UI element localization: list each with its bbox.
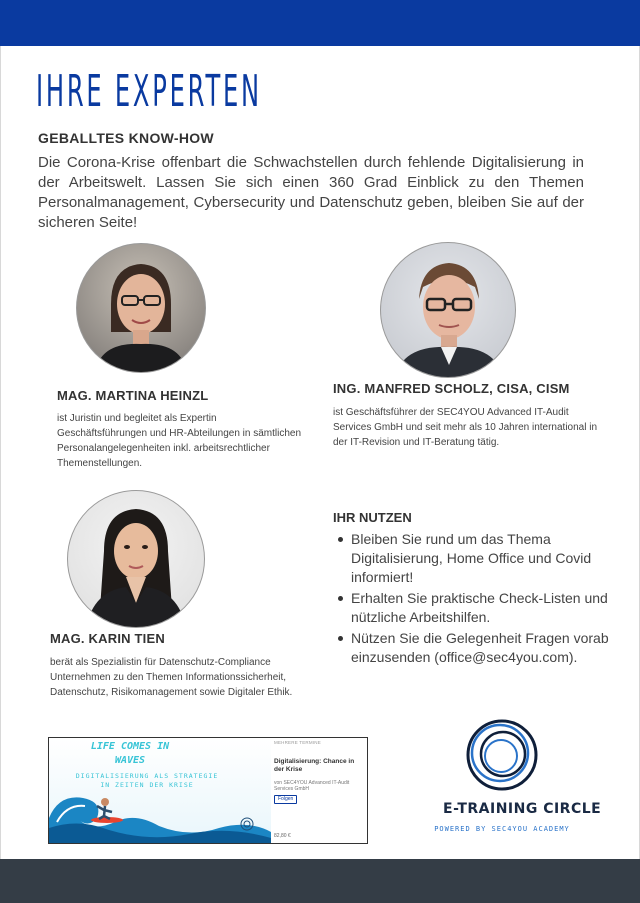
expert-name-heinzl: MAG. MARTINA HEINZL	[57, 388, 209, 403]
intro-paragraph: Die Corona-Krise offenbart die Schwachstellen durch fehlende Digitalisierung in der Arbeitswelt. Lassen Sie sich einen 360 Grad Einblick zu den Themen Personalmanagement, Cybersecurity und Datenschutz geben, bleiben Sie auf der sicheren Seite!	[38, 154, 584, 231]
page-title: IHRE EXPERTEN	[36, 66, 262, 117]
expert-name-scholz: ING. MANFRED SCHOLZ, CISA, CISM	[333, 381, 570, 396]
top-color-bar	[0, 0, 640, 46]
expert-bio-scholz: ist Geschäftsführer der SEC4YOU Advanced IT-Audit Services GmbH und seit mehr als 10 Jahren international in der IT-Revision und IT-Beratung tätig.	[333, 407, 598, 448]
banner-heading-line: LIFE COMES IN	[90, 741, 170, 752]
expert-bio-heinzl: ist Juristin und begleitet als Expertin Geschäftsführungen und HR-Abteilungen in sämtlichen Personalangelegenheiten inkl. arbeitsrechtlicher Themenstellungen.	[57, 413, 302, 469]
event-organizer: von SEC4YOU Advanced IT-Audit Services GmbH	[274, 780, 350, 792]
event-price: 82,80 €	[274, 833, 291, 839]
banner-heading-line: WAVES	[114, 755, 146, 766]
benefits-title: IHR NUTZEN	[333, 510, 412, 525]
benefit-item: Nützen Sie die Gelegenheit Fragen vorab einzusenden (office@sec4you.com).	[351, 629, 631, 667]
banner-event-details	[271, 738, 367, 843]
wave-surfer-illustration	[49, 788, 271, 843]
event-banner[interactable]	[48, 737, 368, 844]
benefits-list	[333, 530, 631, 669]
footer-bar	[0, 859, 640, 903]
logo-tagline: POWERED BY SEC4YOU ACADEMY	[434, 825, 570, 833]
expert-bio-tien: berät als Spezialistin für Datenschutz-Compliance Unternehmen zu den Themen Informationssicherheit, Datenschutz, Risikomanagement sowie Digitaler Ethik.	[50, 657, 293, 698]
page-subtitle: GEBALLTES KNOW-HOW	[38, 130, 214, 146]
expert-name-tien: MAG. KARIN TIEN	[50, 631, 165, 646]
portrait-manfred-scholz	[380, 242, 516, 378]
benefit-item: Erhalten Sie praktische Check-Listen und nützliche Arbeitshilfen.	[351, 589, 631, 627]
logo-name: E-TRAINING CIRCLE	[443, 801, 602, 817]
portrait-karin-tien	[67, 490, 205, 628]
portrait-illustration	[68, 491, 204, 627]
portrait-illustration	[77, 244, 205, 372]
event-dates-tag: MEHRERE TERMINE	[274, 740, 321, 745]
benefit-item: Bleiben Sie rund um das Thema Digitalisierung, Home Office und Covid informiert!	[351, 530, 631, 587]
event-title[interactable]: Digitalisierung: Chance in der Krise	[274, 758, 355, 773]
follow-button[interactable]: Folgen	[274, 795, 297, 804]
portrait-martina-heinzl	[76, 243, 206, 373]
banner-artwork	[49, 738, 271, 843]
banner-sub-line: IN ZEITEN DER KRISE	[100, 781, 194, 789]
banner-heading	[49, 740, 211, 768]
banner-sub-line: DIGITALISIERUNG ALS STRATEGIE	[75, 772, 219, 780]
e-training-circle-logo-icon	[464, 717, 540, 793]
portrait-illustration	[381, 243, 515, 377]
